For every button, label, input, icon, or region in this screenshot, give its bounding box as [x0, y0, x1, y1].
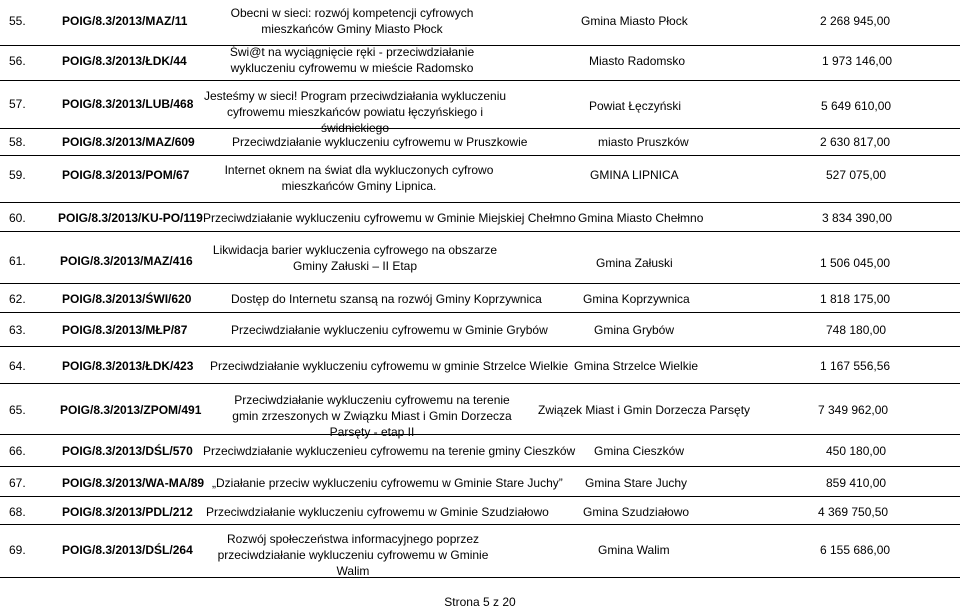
- amount: 859 410,00: [826, 476, 887, 490]
- beneficiary: Powiat Łęczyński: [589, 99, 682, 113]
- project-title: Przeciwdziałanie wykluczeniu cyfrowemu w Gminie Miejskiej Chełmno: [203, 211, 576, 225]
- amount: 1 973 146,00: [822, 54, 893, 68]
- project-code: POIG/8.3/2013/ŁDK/44: [62, 54, 187, 68]
- row-number: 63.: [9, 323, 26, 337]
- row-number: 57.: [9, 97, 26, 111]
- row-number: 69.: [9, 543, 26, 557]
- amount: 1 818 175,00: [820, 292, 891, 306]
- project-title: „Działanie przeciw wykluczeniu cyfrowemu w Gminie Stare Juchy”: [212, 476, 563, 490]
- amount: 2 630 817,00: [820, 135, 891, 149]
- project-code: POIG/8.3/2013/POM/67: [62, 168, 190, 182]
- row-divider: [0, 524, 960, 525]
- row-number: 60.: [9, 211, 26, 225]
- amount: 527 075,00: [826, 168, 887, 182]
- beneficiary: Gmina Miasto Chełmno: [578, 211, 704, 225]
- project-code: POIG/8.3/2013/WA-MA/89: [62, 476, 205, 490]
- row-number: 66.: [9, 444, 26, 458]
- project-code: POIG/8.3/2013/PDL/212: [62, 505, 193, 519]
- row-number: 67.: [9, 476, 26, 490]
- project-title: Przeciwdziałanie wykluczeniu cyfrowemu w Gminie Grybów: [231, 323, 548, 337]
- row-divider: [0, 155, 960, 156]
- beneficiary: Gmina Załuski: [596, 256, 673, 270]
- beneficiary: Gmina Stare Juchy: [585, 476, 688, 490]
- beneficiary: Gmina Grybów: [594, 323, 675, 337]
- project-title: Świ@t na wyciągnięcie ręki - przeciwdziałanie wykluczeniu cyfrowemu w mieście Radomsko: [229, 45, 475, 75]
- project-code: POIG/8.3/2013/MŁP/87: [62, 323, 188, 337]
- project-code: POIG/8.3/2013/KU-PO/119: [58, 211, 203, 225]
- project-code: POIG/8.3/2013/ZPOM/491: [60, 403, 202, 417]
- project-title: Rozwój społeczeństwa informacyjnego poprzez przeciwdziałanie wykluczeniu cyfrowemu w Gminie Walim: [217, 532, 489, 578]
- project-title: Przeciwdziałanie wykluczeniu cyfrowemu w Gminie Szudziałowo: [206, 505, 549, 519]
- row-divider: [0, 466, 960, 467]
- project-title: Przeciwdziałanie wykluczeniu cyfrowemu w Pruszkowie: [232, 135, 528, 149]
- project-code: POIG/8.3/2013/MAZ/416: [60, 254, 193, 268]
- row-divider: [0, 80, 960, 81]
- beneficiary: Gmina Koprzywnica: [583, 292, 690, 306]
- project-title: Dostęp do Internetu szansą na rozwój Gminy Koprzywnica: [231, 292, 542, 306]
- amount: 1 167 556,56: [820, 359, 891, 373]
- row-divider: [0, 231, 960, 232]
- row-divider: [0, 383, 960, 384]
- amount: 7 349 962,00: [818, 403, 889, 417]
- beneficiary: miasto Pruszków: [598, 135, 689, 149]
- project-title: Jesteśmy w sieci! Program przeciwdziałania wykluczeniu cyfrowemu mieszkańców powiatu łęczyńskiego i świdnickiego: [203, 89, 507, 135]
- project-code: POIG/8.3/2013/DŚL/570: [62, 444, 193, 458]
- amount: 450 180,00: [826, 444, 887, 458]
- amount: 2 268 945,00: [820, 14, 891, 28]
- beneficiary: Gmina Cieszków: [594, 444, 685, 458]
- row-number: 62.: [9, 292, 26, 306]
- project-title: Obecni w sieci: rozwój kompetencji cyfrowych mieszkańców Gminy Miasto Płock: [230, 6, 474, 36]
- row-number: 65.: [9, 403, 26, 417]
- project-title: Internet oknem na świat dla wykluczonych cyfrowo mieszkańców Gminy Lipnica.: [224, 163, 494, 193]
- project-code: POIG/8.3/2013/ŚWI/620: [62, 292, 192, 306]
- amount: 5 649 610,00: [821, 99, 892, 113]
- row-number: 55.: [9, 14, 26, 28]
- row-number: 64.: [9, 359, 26, 373]
- row-number: 59.: [9, 168, 26, 182]
- row-divider: [0, 346, 960, 347]
- row-number: 61.: [9, 254, 26, 268]
- row-divider: [0, 202, 960, 203]
- row-number: 68.: [9, 505, 26, 519]
- row-divider: [0, 496, 960, 497]
- beneficiary: Związek Miast i Gmin Dorzecza Parsęty: [538, 403, 751, 417]
- project-title: Przeciwdziałanie wykluczeniu cyfrowemu na terenie gmin zrzeszonych w Związku Miast i Gmin Dorzecza Parsęty - etap II: [232, 393, 512, 439]
- project-title: Przeciwdziałanie wykluczenieu cyfrowemu na terenie gminy Cieszków: [203, 444, 576, 458]
- page-footer: Strona 5 z 20: [444, 595, 516, 609]
- project-code: POIG/8.3/2013/MAZ/609: [62, 135, 195, 149]
- beneficiary: Gmina Strzelce Wielkie: [574, 359, 699, 373]
- amount: 748 180,00: [826, 323, 887, 337]
- amount: 6 155 686,00: [820, 543, 891, 557]
- beneficiary: GMINA LIPNICA: [590, 168, 679, 182]
- beneficiary: Gmina Walim: [598, 543, 670, 557]
- beneficiary: Gmina Miasto Płock: [581, 14, 688, 28]
- row-number: 58.: [9, 135, 26, 149]
- amount: 1 506 045,00: [820, 256, 891, 270]
- beneficiary: Miasto Radomsko: [589, 54, 686, 68]
- project-title: Przeciwdziałanie wykluczeniu cyfrowemu w gminie Strzelce Wielkie: [210, 359, 569, 373]
- project-title: Likwidacja barier wykluczenia cyfrowego na obszarze Gminy Załuski – II Etap: [212, 243, 498, 273]
- row-divider: [0, 283, 960, 284]
- row-divider: [0, 312, 960, 313]
- amount: 3 834 390,00: [822, 211, 893, 225]
- project-code: POIG/8.3/2013/ŁDK/423: [62, 359, 194, 373]
- row-number: 56.: [9, 54, 26, 68]
- amount: 4 369 750,50: [818, 505, 889, 519]
- project-code: POIG/8.3/2013/DŚL/264: [62, 543, 193, 557]
- project-code: POIG/8.3/2013/LUB/468: [62, 97, 194, 111]
- project-code: POIG/8.3/2013/MAZ/11: [62, 14, 188, 28]
- beneficiary: Gmina Szudziałowo: [583, 505, 690, 519]
